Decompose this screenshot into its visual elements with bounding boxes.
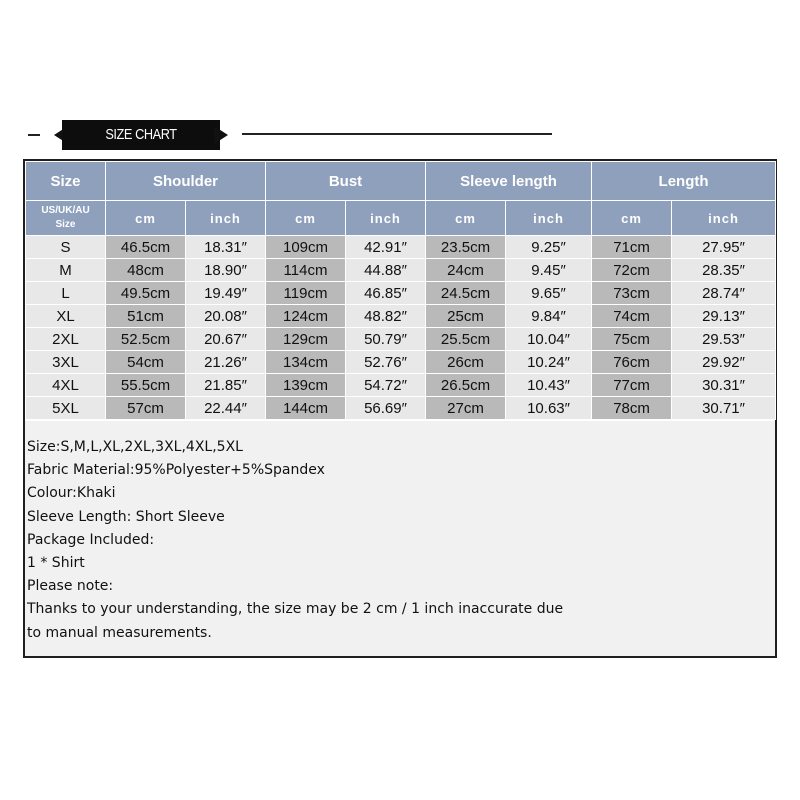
cm-cell: 23.5cm xyxy=(426,236,506,259)
inch-cell: 56.69″ xyxy=(346,397,426,420)
inch-cell: 10.04″ xyxy=(506,328,592,351)
table-row xyxy=(26,236,776,259)
note-package-label: Package Included: xyxy=(27,531,155,548)
header-bust: Bust xyxy=(266,162,426,201)
cm-cell: 25cm xyxy=(426,305,506,328)
inch-cell: 27.95″ xyxy=(672,236,776,259)
inch-cell: 20.67″ xyxy=(186,328,266,351)
inch-cell: 21.26″ xyxy=(186,351,266,374)
product-notes xyxy=(27,424,767,645)
inch-cell: 44.88″ xyxy=(346,259,426,282)
inch-cell: 52.76″ xyxy=(346,351,426,374)
size-cell: S xyxy=(26,236,106,259)
size-table xyxy=(25,161,776,420)
cm-cell: 74cm xyxy=(592,305,672,328)
size-region-line2: Size xyxy=(55,219,76,230)
note-size: Size:S,M,L,XL,2XL,3XL,4XL,5XL xyxy=(27,439,243,455)
note-please-note: Please note: xyxy=(27,578,114,595)
unit-inch: inch xyxy=(672,201,776,236)
inch-cell: 54.72″ xyxy=(346,374,426,397)
header-sleeve-length: Sleeve length xyxy=(426,162,592,201)
cm-cell: 77cm xyxy=(592,374,672,397)
cm-cell: 78cm xyxy=(592,397,672,420)
inch-cell: 9.25″ xyxy=(506,236,592,259)
inch-cell: 10.43″ xyxy=(506,374,592,397)
unit-cm: cm xyxy=(266,201,346,236)
header-shoulder: Shoulder xyxy=(106,162,266,201)
size-cell: 2XL xyxy=(26,328,106,351)
unit-inch: inch xyxy=(506,201,592,236)
table-row xyxy=(26,305,776,328)
cm-cell: 24.5cm xyxy=(426,282,506,305)
unit-row xyxy=(26,201,776,236)
inch-cell: 18.90″ xyxy=(186,259,266,282)
inch-cell: 30.71″ xyxy=(672,397,776,420)
cm-cell: 51cm xyxy=(106,305,186,328)
note-package-item: 1 * Shirt xyxy=(27,555,85,572)
unit-inch: inch xyxy=(186,201,266,236)
cm-cell: 72cm xyxy=(592,259,672,282)
cm-cell: 25.5cm xyxy=(426,328,506,351)
inch-cell: 19.49″ xyxy=(186,282,266,305)
size-region-header xyxy=(26,201,106,236)
table-row xyxy=(26,351,776,374)
inch-cell: 46.85″ xyxy=(346,282,426,305)
note-sleeve: Sleeve Length: Short Sleeve xyxy=(27,508,225,525)
inch-cell: 29.53″ xyxy=(672,328,776,351)
size-chart-frame xyxy=(23,159,777,658)
cm-cell: 57cm xyxy=(106,397,186,420)
cm-cell: 48cm xyxy=(106,259,186,282)
size-chart-banner xyxy=(24,118,564,152)
note-accuracy-line2: to manual measurements. xyxy=(27,624,212,641)
inch-cell: 20.08″ xyxy=(186,305,266,328)
inch-cell: 29.92″ xyxy=(672,351,776,374)
size-cell: 3XL xyxy=(26,351,106,374)
size-cell: XL xyxy=(26,305,106,328)
header-row xyxy=(26,162,776,201)
note-fabric: Fabric Material:95%Polyester+5%Spandex xyxy=(27,462,325,479)
size-region-line1: US/UK/AU xyxy=(41,205,90,216)
cm-cell: 46.5cm xyxy=(106,236,186,259)
cm-cell: 49.5cm xyxy=(106,282,186,305)
inch-cell: 22.44″ xyxy=(186,397,266,420)
unit-cm: cm xyxy=(592,201,672,236)
cm-cell: 73cm xyxy=(592,282,672,305)
inch-cell: 48.82″ xyxy=(346,305,426,328)
cm-cell: 114cm xyxy=(266,259,346,282)
table-row xyxy=(26,397,776,420)
inch-cell: 28.35″ xyxy=(672,259,776,282)
note-colour: Colour:Khaki xyxy=(27,485,116,502)
size-rows xyxy=(26,236,776,420)
inch-cell: 10.63″ xyxy=(506,397,592,420)
note-accuracy-line1: Thanks to your understanding, the size may be 2 cm / 1 inch inaccurate due xyxy=(27,601,564,618)
cm-cell: 27cm xyxy=(426,397,506,420)
cm-cell: 55.5cm xyxy=(106,374,186,397)
cm-cell: 119cm xyxy=(266,282,346,305)
banner-right-arrow xyxy=(214,126,228,144)
inch-cell: 42.91″ xyxy=(346,236,426,259)
cm-cell: 139cm xyxy=(266,374,346,397)
cm-cell: 54cm xyxy=(106,351,186,374)
table-row xyxy=(26,282,776,305)
size-cell: 5XL xyxy=(26,397,106,420)
banner-rule xyxy=(242,133,552,135)
inch-cell: 29.13″ xyxy=(672,305,776,328)
banner-title: SIZE CHART xyxy=(105,126,177,143)
cm-cell: 76cm xyxy=(592,351,672,374)
inch-cell: 50.79″ xyxy=(346,328,426,351)
inch-cell: 10.24″ xyxy=(506,351,592,374)
table-row xyxy=(26,259,776,282)
cm-cell: 109cm xyxy=(266,236,346,259)
unit-cm: cm xyxy=(426,201,506,236)
inch-cell: 18.31″ xyxy=(186,236,266,259)
cm-cell: 129cm xyxy=(266,328,346,351)
size-cell: M xyxy=(26,259,106,282)
inch-cell: 9.65″ xyxy=(506,282,592,305)
header-size: Size xyxy=(26,162,106,201)
inch-cell: 30.31″ xyxy=(672,374,776,397)
unit-inch: inch xyxy=(346,201,426,236)
cm-cell: 26cm xyxy=(426,351,506,374)
cm-cell: 24cm xyxy=(426,259,506,282)
cm-cell: 124cm xyxy=(266,305,346,328)
inch-cell: 9.45″ xyxy=(506,259,592,282)
cm-cell: 71cm xyxy=(592,236,672,259)
cm-cell: 75cm xyxy=(592,328,672,351)
size-cell: L xyxy=(26,282,106,305)
cm-cell: 134cm xyxy=(266,351,346,374)
unit-cm: cm xyxy=(106,201,186,236)
size-cell: 4XL xyxy=(26,374,106,397)
header-length: Length xyxy=(592,162,776,201)
inch-cell: 28.74″ xyxy=(672,282,776,305)
table-row xyxy=(26,328,776,351)
banner-dash xyxy=(28,134,40,136)
cm-cell: 52.5cm xyxy=(106,328,186,351)
cm-cell: 26.5cm xyxy=(426,374,506,397)
table-row xyxy=(26,374,776,397)
inch-cell: 9.84″ xyxy=(506,305,592,328)
inch-cell: 21.85″ xyxy=(186,374,266,397)
cm-cell: 144cm xyxy=(266,397,346,420)
